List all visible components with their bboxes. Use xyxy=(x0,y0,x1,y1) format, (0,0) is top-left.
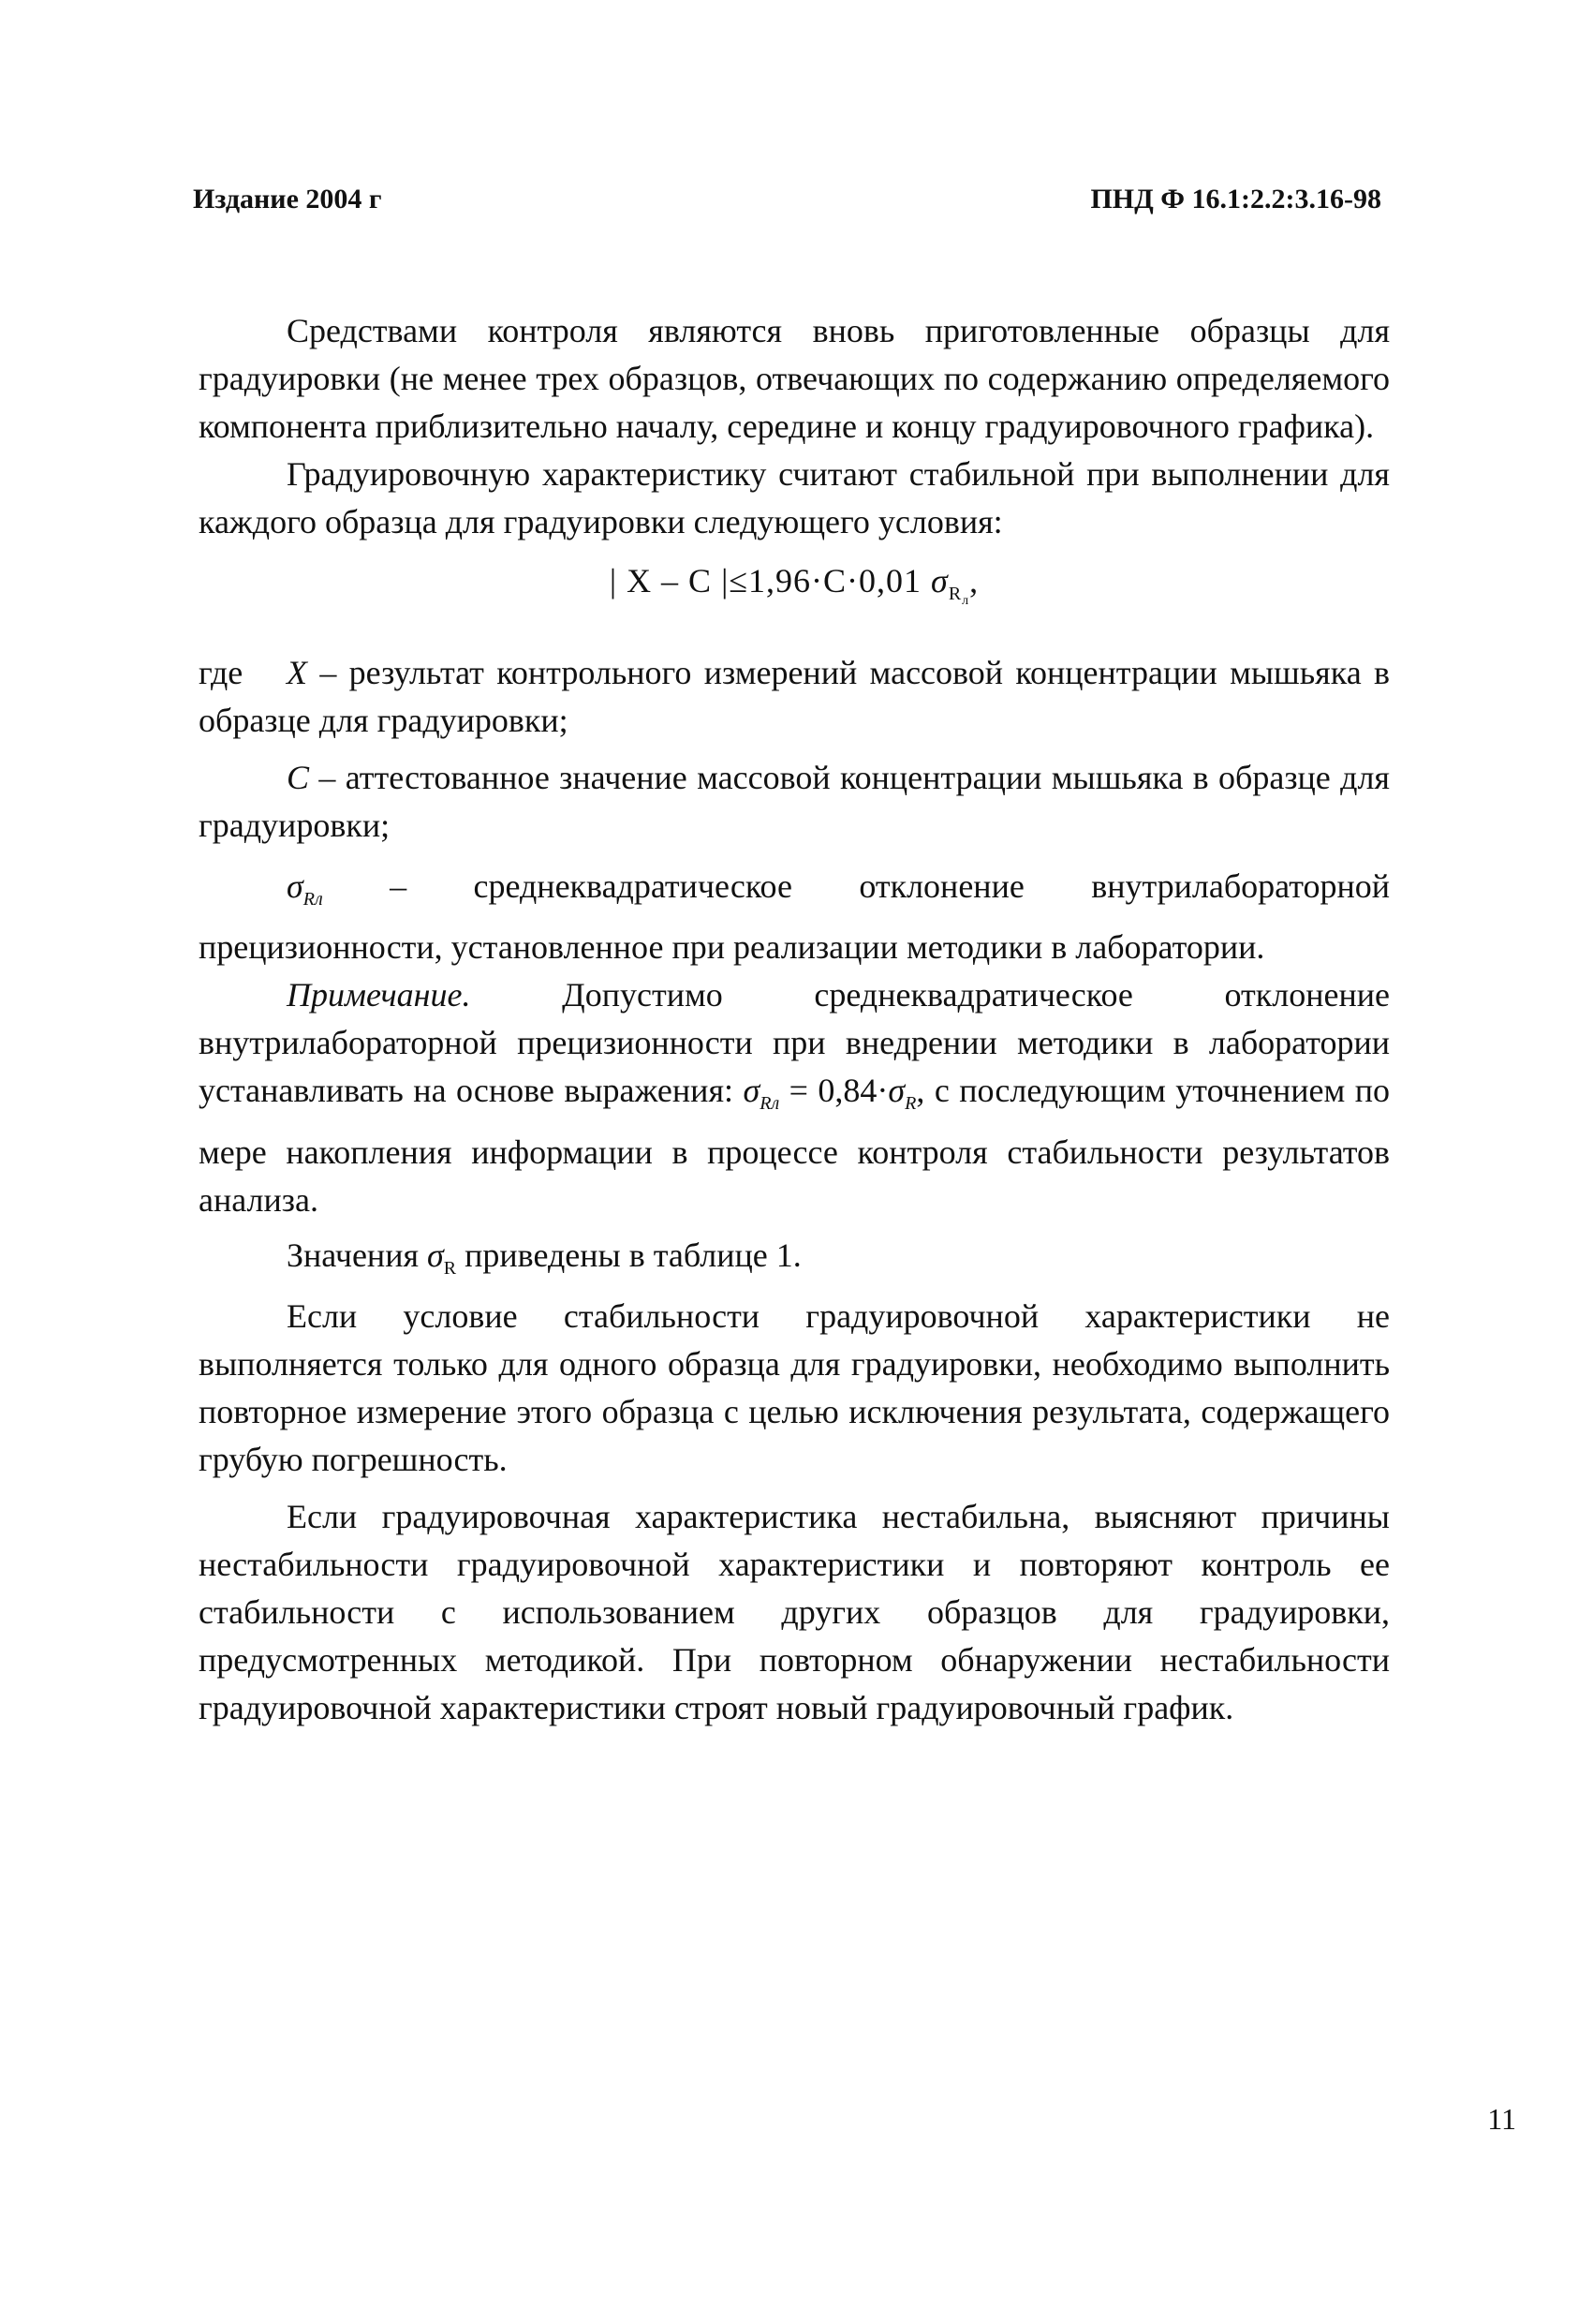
note-sigma-2: σ xyxy=(888,1072,906,1110)
note-text-1: Допустимо среднеквадратическое отклонение внутрилабораторной прецизионности при внедрении методики в лаборатории устанавливать на основе выражения: xyxy=(199,976,1390,1110)
definition-sigma xyxy=(199,863,1390,971)
note-text-2: , с последующим уточнением по мере накопления информации в процессе контроля стабильности результатов анализа. xyxy=(199,1072,1390,1219)
formula-right: ≤1,96·C·0,01 xyxy=(729,562,922,600)
definition-x xyxy=(199,649,1390,745)
formula-sub: R xyxy=(948,584,963,605)
definitions xyxy=(199,649,1390,971)
note-paragraph xyxy=(199,971,1390,1223)
where-word: где xyxy=(199,654,243,692)
values-sub: R xyxy=(443,1257,457,1279)
note-sigma-1: σ xyxy=(743,1072,760,1110)
values-sigma: σ xyxy=(427,1236,444,1274)
formula-tail: , xyxy=(969,562,980,600)
formula-sigma: σ xyxy=(931,562,949,600)
paragraph-unstable-repeat: Если градуировочная характеристика нестабильна, выясняют причины нестабильности градуировочной характеристики и повторяют контроль ее стабильности с использованием других образцов для градуировки, предусмотренных методикой. При повторном обнаружении нестабильности градуировочной характеристики строят новый градуировочный график. xyxy=(199,1497,1390,1726)
stability-formula: | X – C |≤1,96·C·0,01 $\sigma_{R_л}$, xyxy=(609,562,980,609)
note-sub-2: R xyxy=(905,1093,917,1115)
document-code: ПНД Ф 16.1:2.2:3.16-98 xyxy=(1090,184,1381,215)
symbol-c: C xyxy=(287,759,310,797)
symbol-x: X xyxy=(287,654,307,692)
paragraph-values xyxy=(199,1232,1390,1293)
edition-label: Издание 2004 г xyxy=(193,184,382,215)
symbol-sigma-sub: Rл xyxy=(302,889,323,910)
paragraph-stability-condition: Градуировочную характеристику считают стабильной при выполнении для каждого образца для градуировки следующего условия: xyxy=(199,455,1390,540)
definition-c xyxy=(199,754,1390,850)
page-number: 11 xyxy=(1487,2102,1516,2136)
values-pre: Значения xyxy=(287,1236,420,1274)
note-formula-mid: = 0,84· xyxy=(789,1072,889,1110)
note-sub-1: Rл xyxy=(760,1093,780,1115)
paragraph-unstable-one: Если условие стабильности градуировочной характеристики не выполняется только для одного образца для градуировки, необходимо выполнить повторное измерение этого образца с целью исключения результата, содержащего грубую погрешность. xyxy=(199,1296,1390,1478)
main-text xyxy=(199,307,1390,1732)
formula-left: X – C xyxy=(627,562,713,600)
values-post: приведены в таблице 1. xyxy=(465,1236,802,1274)
definition-x-text: – результат контрольного измерений массовой концентрации мышьяка в образце для градуировки; xyxy=(199,654,1390,740)
formula-subsub: л xyxy=(962,594,970,609)
symbol-sigma: σ xyxy=(287,867,303,906)
paragraph-control-means: Средствами контроля являются вновь приготовленные образцы для градуировки (не менее трех образцов, отвечающих по содержанию определяемого компонента приблизительно началу, середине и концу градуировочного графика). xyxy=(199,312,1390,445)
note-label: Примечание. xyxy=(287,976,471,1014)
definition-sigma-text: – среднеквадратическое отклонение внутрилабораторной прецизионности, установленное при реализации методики в лаборатории. xyxy=(199,867,1391,967)
definition-c-text: – аттестованное значение массовой концентрации мышьяка в образце для градуировки; xyxy=(199,759,1390,845)
